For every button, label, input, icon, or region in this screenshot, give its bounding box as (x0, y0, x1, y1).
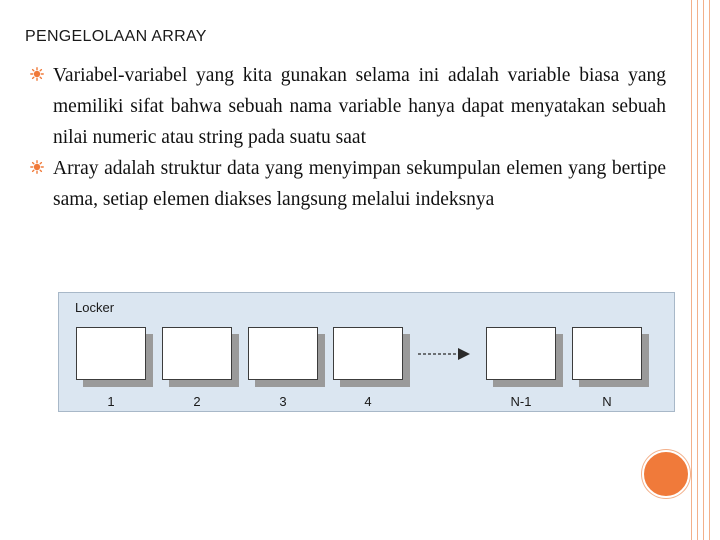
locker-diagram (58, 292, 675, 412)
sun-bullet-icon (30, 67, 44, 81)
sun-bullet-icon (30, 160, 44, 174)
array-cell (248, 327, 318, 380)
rail-line (703, 0, 704, 540)
array-cell (572, 327, 642, 380)
array-cell (162, 327, 232, 380)
decorative-circle (642, 450, 690, 498)
array-cell (76, 327, 146, 380)
slide-title: PENGELOLAAN ARRAY (25, 28, 207, 45)
bullet-item (30, 60, 666, 153)
dashed-arrow-icon (418, 347, 472, 361)
rail-line (697, 0, 698, 540)
array-index: N-1 (510, 394, 532, 409)
array-cell (486, 327, 556, 380)
bullet-text: Array adalah struktur data yang menyimpan sekumpulan elemen yang bertipe sama, setiap elemen diakses langsung melalui indeksnya (53, 158, 666, 210)
array-index: 1 (107, 394, 115, 409)
array-index: 4 (364, 394, 372, 409)
array-index: 3 (279, 394, 287, 409)
array-cell (333, 327, 403, 380)
diagram-label: Locker (75, 300, 115, 315)
rail-line (691, 0, 692, 540)
array-index: N (602, 394, 612, 409)
bullet-item (30, 153, 666, 215)
rail-line (709, 0, 710, 540)
array-index: 2 (193, 394, 201, 409)
bullet-list (30, 60, 666, 215)
bullet-text: Variabel-variabel yang kita gunakan selama ini adalah variable biasa yang memiliki sifat bahwa sebuah nama variable hanya dapat menyatakan sebuah nilai numeric atau string pada suatu saat (53, 65, 666, 148)
